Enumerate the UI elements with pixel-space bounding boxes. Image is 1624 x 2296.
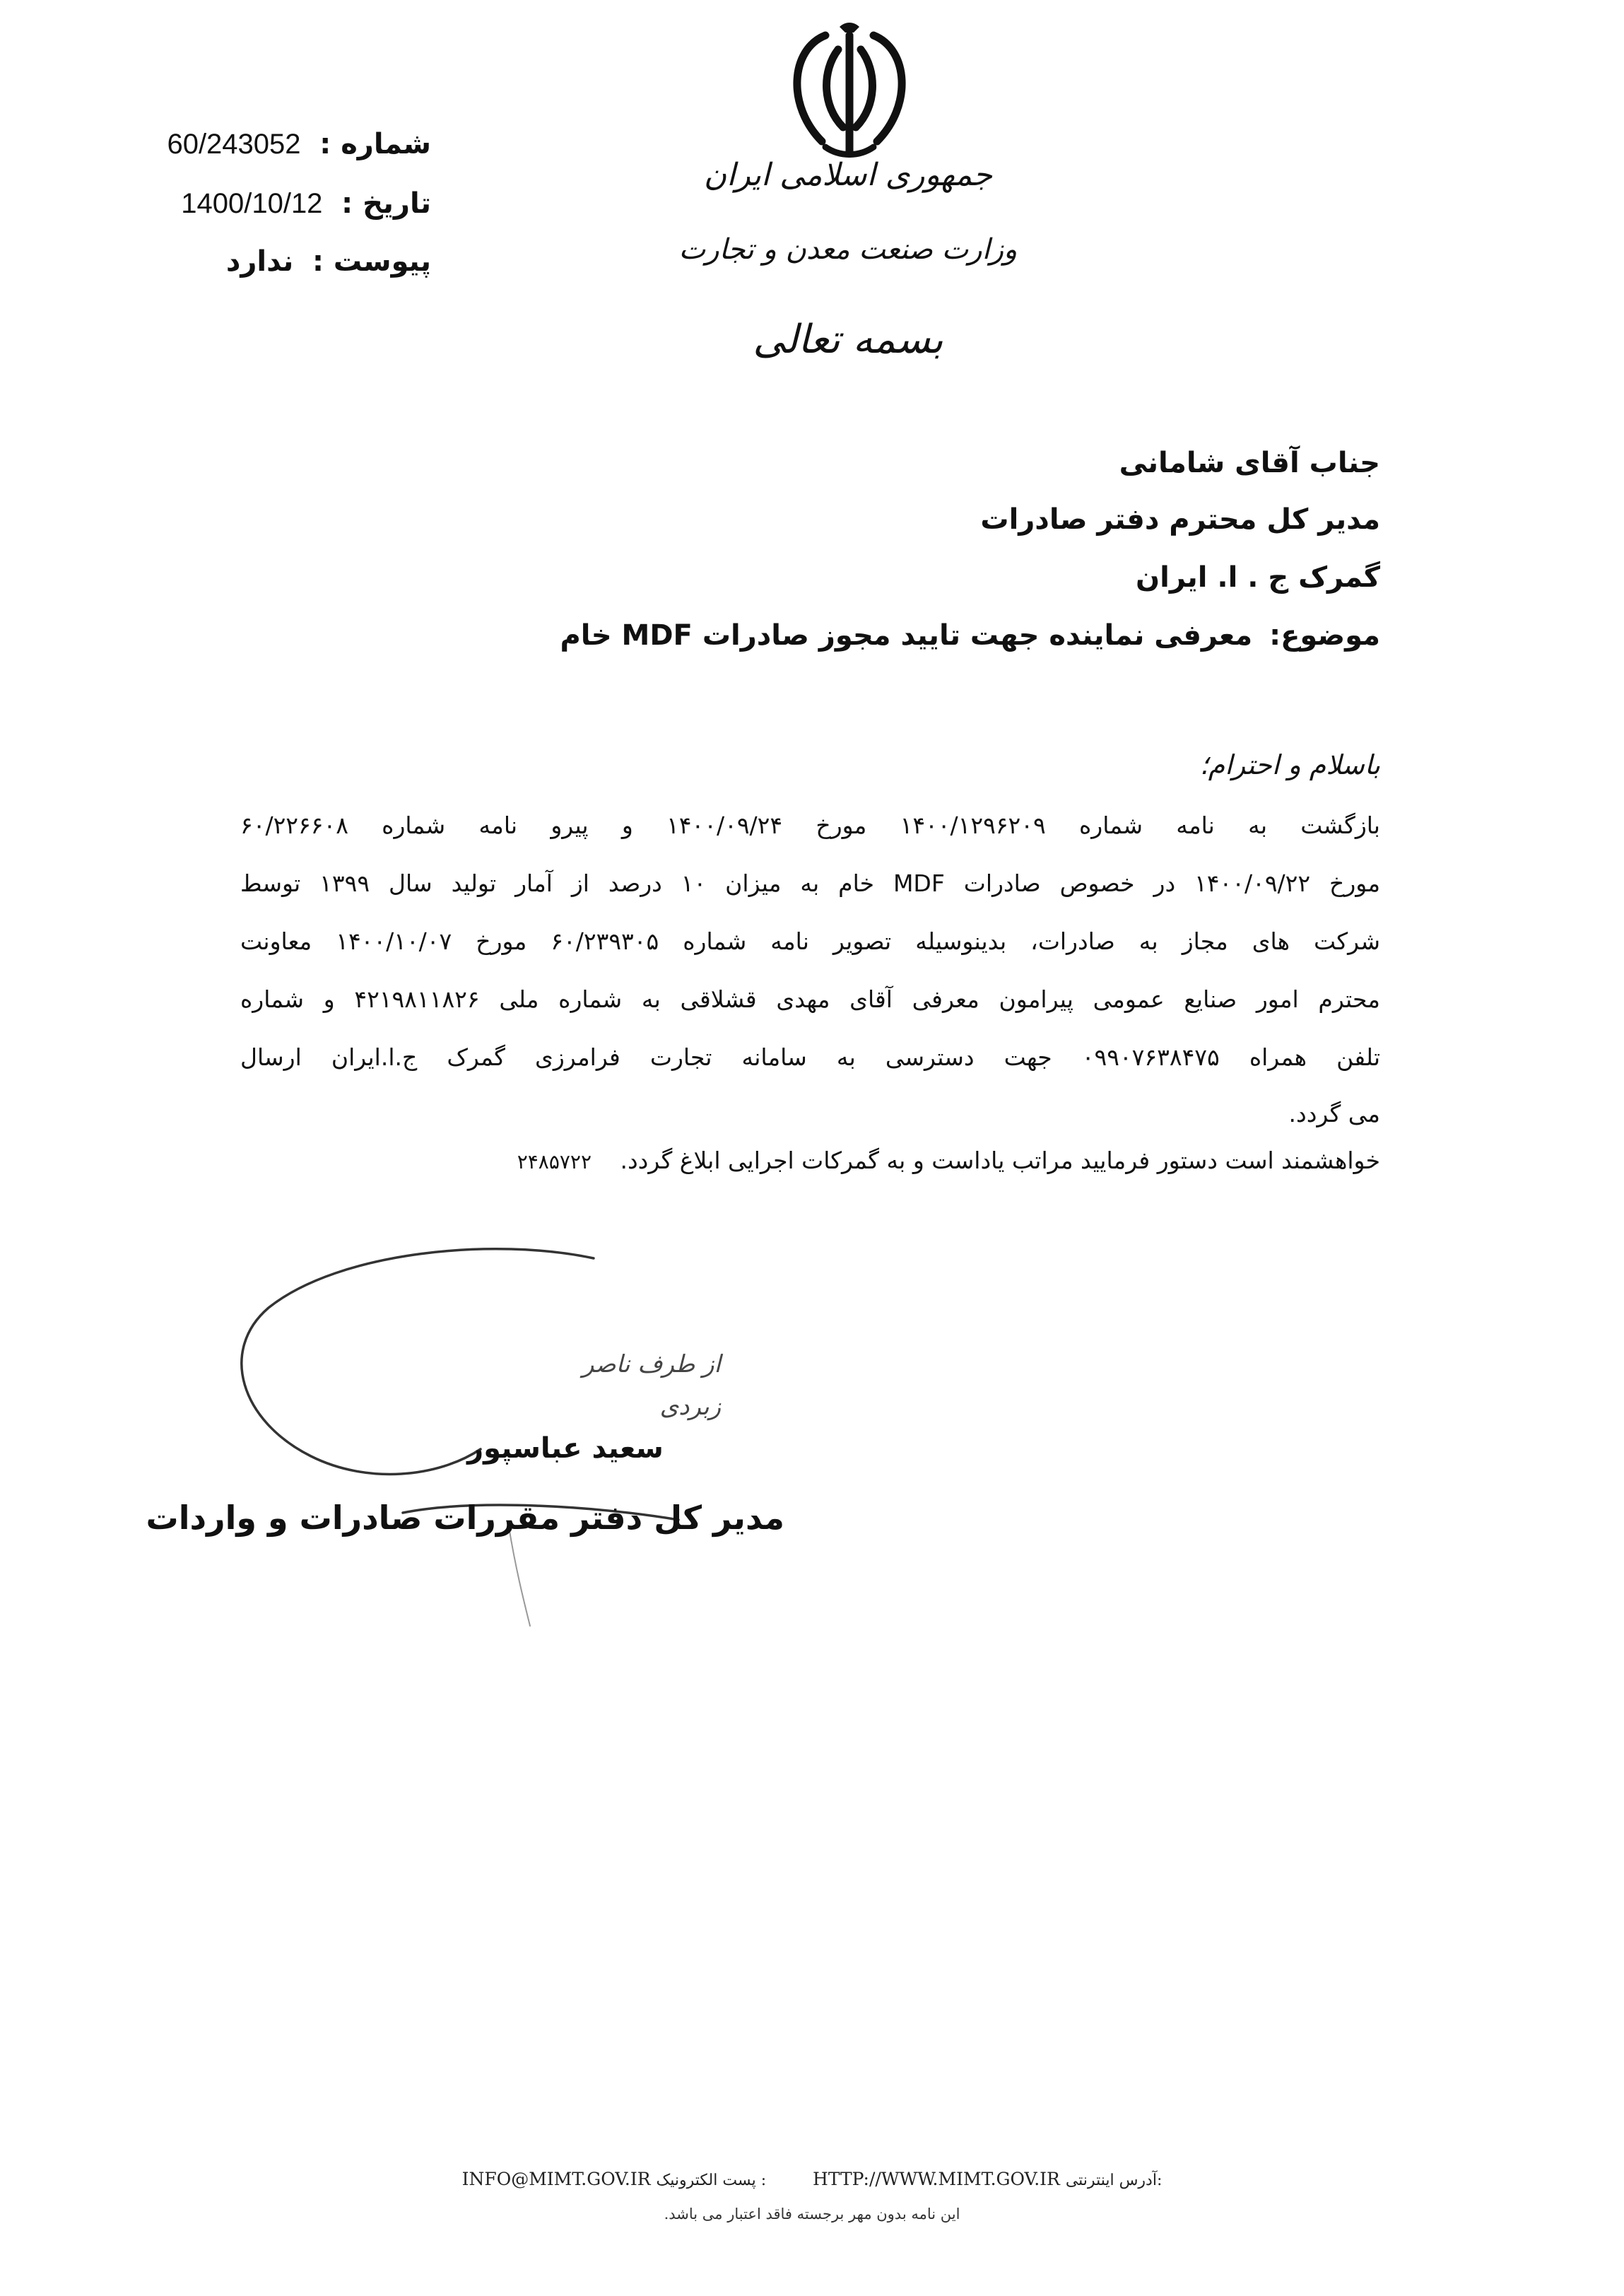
letter-number-row [167,127,431,161]
signer-title: مدیر کل دفتر مقررات صادرات و واردات [146,1499,784,1537]
subject-text: معرفی نماینده جهت تایید مجوز صادرات MDF خام [560,619,1253,652]
closing-line [517,1147,1380,1174]
body-line: می گردد. [1288,1100,1380,1128]
footer-website[interactable]: HTTP://WWW.MIMT.GOV.IR [813,2169,1060,2189]
ministry-title: وزارت صنعت معدن و تجارت [678,233,1018,266]
body-line: تلفن همراه ۰۹۹۰۷۶۳۸۴۷۵ جهت دسترسی به سامانه تجارت فرامرزی گمرک ج.ا.ایران ارسال [240,1043,1380,1071]
letter-date-label: تاریخ : [341,187,431,220]
letter-attachment-row [226,245,431,279]
body-line: مورخ ۱۴۰۰/۰۹/۲۲ در خصوص صادرات MDF خام به میزان ۱۰ درصد از آمار تولید سال ۱۳۹۹ توسط [240,869,1381,897]
addressee-name: جناب آقای شامانی [1119,447,1380,479]
footer-email-label: پست الکترونیک : [656,2172,767,2189]
footer-contact [0,2169,1624,2189]
body-line: محترم امور صنایع عمومی پیرامون معرفی آقای مهدی قشلاقی به شماره ملی ۴۲۱۹۸۱۱۸۲۶ و شماره [240,985,1380,1013]
greeting: باسلام و احترام؛ [1199,749,1380,780]
body-paragraph [240,804,1381,1128]
subject-label: موضوع: [1269,619,1380,652]
closing-text: خواهشمند است دستور فرمایید مراتب یاداست و به گمرکات اجرایی ابلاغ گردد. [620,1147,1380,1174]
letter-date-row [181,187,431,221]
country-title: جمهوری اسلامی ایران [703,157,993,193]
invocation: بسمه تعالی [753,317,943,363]
letter-number-label: شماره : [319,128,431,160]
iran-emblem-icon [783,21,916,160]
letter-number-value: 60/243052 [167,129,301,160]
letter-attachment-label: پیوست : [312,245,431,278]
reference-code: ۲۴۸۵۷۲۲ [517,1150,592,1173]
body-line: بازگشت به نامه شماره ۱۴۰۰/۱۲۹۶۲۰۹ مورخ ۱۴۰۰/۰۹/۲۴ و پیرو نامه شماره ۶۰/۲۲۶۶۰۸ [240,812,1380,839]
letter-meta [127,127,431,278]
letter-date-value: 1400/10/12 [181,188,323,219]
footer-email[interactable]: INFO@MIMT.GOV.IR [461,2169,651,2189]
footer-note: این نامه بدون مهر برجسته فاقد اعتبار می باشد. [664,2206,960,2222]
handwritten-note: از طرف ناصر زبردی [582,1350,721,1421]
addressee-organization: گمرک ج . ا. ایران [1135,561,1380,594]
body-line: شرکت های مجاز به صادرات، بدینوسیله تصویر نامه شماره ۶۰/۲۳۹۳۰۵ مورخ ۱۴۰۰/۱۰/۰۷ معاونت [240,927,1380,955]
addressee-position: مدیر کل محترم دفتر صادرات [980,503,1380,536]
letter-attachment-value: ندارد [225,245,294,278]
subject-line [560,619,1380,652]
footer-address-label: آدرس اینترنتی: [1065,2172,1163,2189]
signer-name: سعید عباسپور [467,1432,664,1465]
